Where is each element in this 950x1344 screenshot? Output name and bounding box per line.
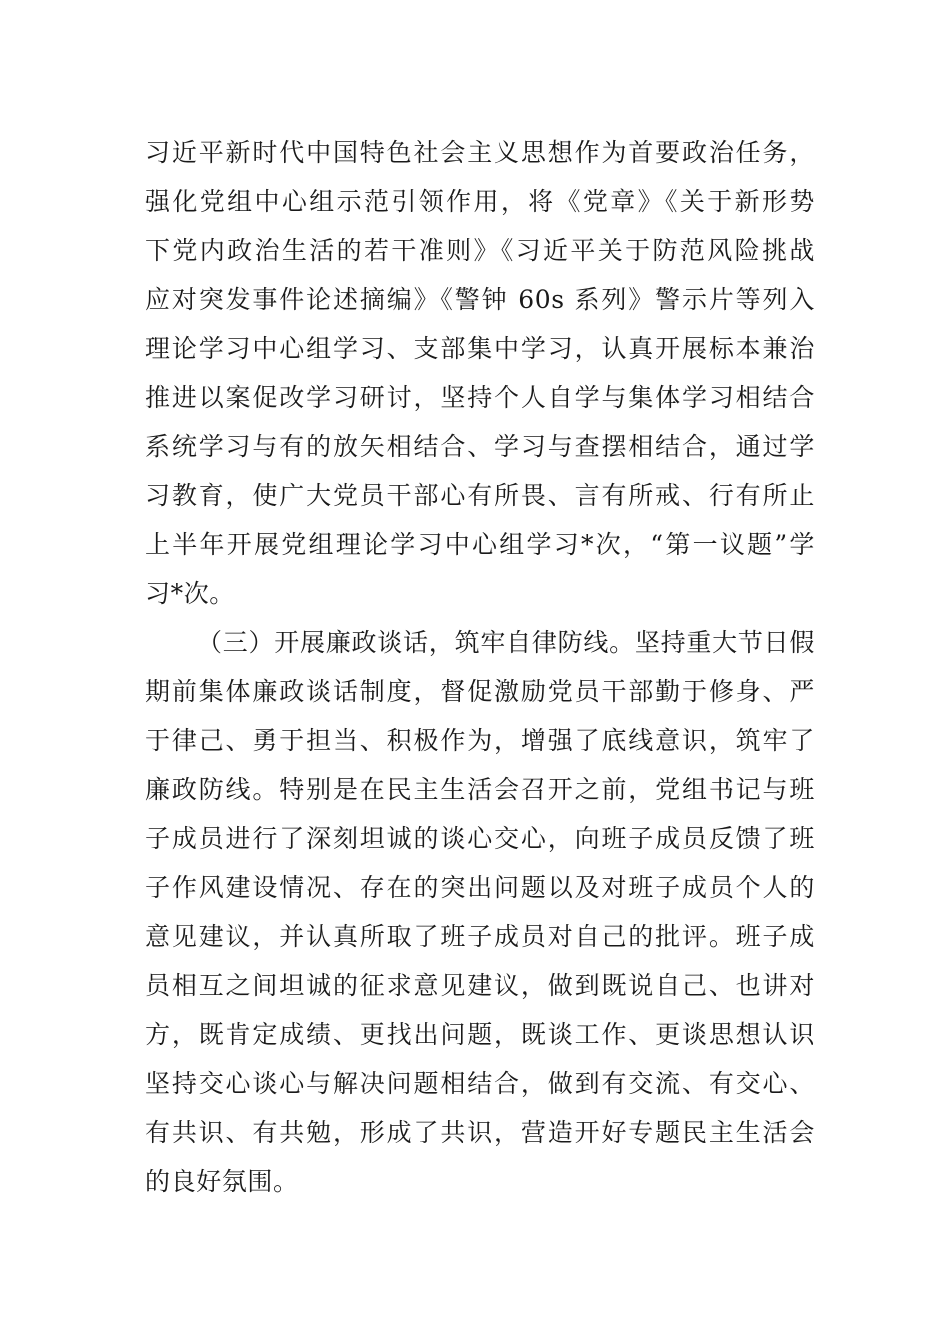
paragraph-line: 坚持交心谈心与解决问题相结合，做到有交流、有交心、 (145, 1069, 815, 1098)
paragraph-line: 子作风建设情况、存在的突出问题以及对班子成员个人的 (145, 873, 815, 902)
paragraph-line: 廉政防线。特别是在民主生活会召开之前，党组书记与班 (145, 775, 815, 804)
paragraph-study (145, 128, 815, 618)
paragraph-line: 意见建议，并认真所取了班子成员对自己的批评。班子成 (145, 922, 815, 951)
paragraph-line: 上半年开展党组理论学习中心组学习*次，“第一议题”学 (145, 530, 815, 559)
paragraph-heading-line: （三）开展廉政谈话，筑牢自律防线。坚持重大节日假 (197, 628, 815, 657)
paragraph-line: 下党内政治生活的若干准则》《习近平关于防范风险挑战 (145, 236, 815, 265)
paragraph-line: 于律己、勇于担当、积极作为，增强了底线意识，筑牢了 (145, 726, 815, 755)
paragraph-line: 推进以案促改学习研讨，坚持个人自学与集体学习相结合 (145, 383, 815, 412)
paragraph-line: 员相互之间坦诚的征求意见建议，做到既说自己、也讲对 (145, 971, 815, 1000)
paragraph-line: 习近平新时代中国特色社会主义思想作为首要政治任务， (145, 138, 815, 167)
paragraph-line: 方，既肯定成绩、更找出问题，既谈工作、更谈思想认识 (145, 1020, 815, 1049)
paragraph-line: 系统学习与有的放矢相结合、学习与查摆相结合，通过学 (145, 432, 815, 461)
paragraph-line: 习*次。 (145, 579, 235, 608)
paragraph-line: 的良好氛围。 (145, 1167, 299, 1196)
document-body (145, 128, 815, 1206)
paragraph-line: 强化党组中心组示范引领作用，将《党章》《关于新形势 (145, 187, 815, 216)
paragraph-line: 子成员进行了深刻坦诚的谈心交心，向班子成员反馈了班 (145, 824, 815, 853)
paragraph-line: 理论学习中心组学习、支部集中学习，认真开展标本兼治 (145, 334, 815, 363)
paragraph-line: 期前集体廉政谈话制度，督促激励党员干部勤于修身、严 (145, 677, 815, 706)
paragraph-line: 有共识、有共勉，形成了共识，营造开好专题民主生活会 (145, 1118, 815, 1147)
paragraph-line: 习教育，使广大党员干部心有所畏、言有所戒、行有所止 (145, 481, 815, 510)
paragraph-line: 应对突发事件论述摘编》《警钟 60s 系列》警示片等列入 (145, 285, 815, 314)
paragraph-integrity-talks (145, 618, 815, 1206)
